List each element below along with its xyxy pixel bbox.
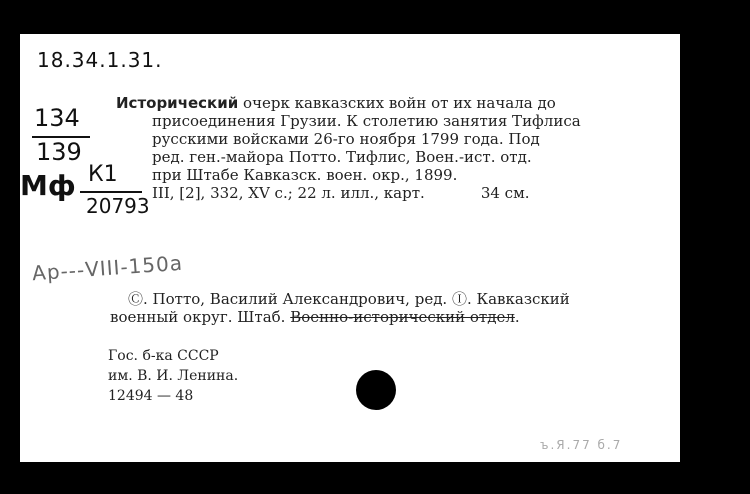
library-line-3: 12494 — 48 xyxy=(108,388,194,404)
library-line-1: Гос. б-ка СССР xyxy=(108,348,219,364)
tracing-line-2-end: . xyxy=(514,308,520,326)
shelf-fraction-top: 134 xyxy=(34,104,80,132)
library-imprint xyxy=(108,346,238,406)
punch-hole xyxy=(356,370,396,410)
archive-mark: Ар---VIII-150а xyxy=(31,250,184,286)
size: 34 см. xyxy=(480,184,530,202)
title-heading: Исторический xyxy=(116,94,239,112)
microfilm-number: 20793 xyxy=(86,194,150,218)
call-number: 18.34.1.31. xyxy=(37,48,163,72)
microfilm-label: Мф xyxy=(20,169,76,202)
description-line-1 xyxy=(116,94,581,112)
microfilm-top: К1 xyxy=(88,162,118,187)
struck-text: Военно-исторический отдел xyxy=(290,308,515,326)
bibliographic-description xyxy=(116,94,581,202)
description-line-2: присоединения Грузии. К столетию занятия Тифлиса xyxy=(152,112,581,130)
shelf-fraction-bottom: 139 xyxy=(36,138,82,166)
collation: III, [2], 332, XV с.; 22 л. илл., карт. xyxy=(152,184,425,202)
description-line-4: ред. ген.-майора Потто. Тифлис, Воен.-ист. отд. xyxy=(152,148,532,166)
description-line-5: при Штабе Кавказск. воен. окр., 1899. xyxy=(152,166,458,184)
tracing-line-2-start: военный округ. Штаб. xyxy=(110,308,291,326)
description-line-3: русскими войсками 26-го ноября 1799 года. Под xyxy=(152,130,540,148)
library-line-2: им. В. И. Ленина. xyxy=(108,368,239,384)
title-rest: очерк кавказских войн от их начала до xyxy=(238,94,556,112)
tracing-line-1: Ⓒ. Потто, Василий Александрович, ред. Ⓘ. Кавказский xyxy=(128,290,570,308)
tracing-line-2 xyxy=(110,308,570,326)
collation-line xyxy=(116,184,581,202)
tracings xyxy=(110,290,570,326)
faint-stamp: ъ.Я.77 б.7 xyxy=(540,438,623,452)
catalog-card xyxy=(20,34,680,462)
